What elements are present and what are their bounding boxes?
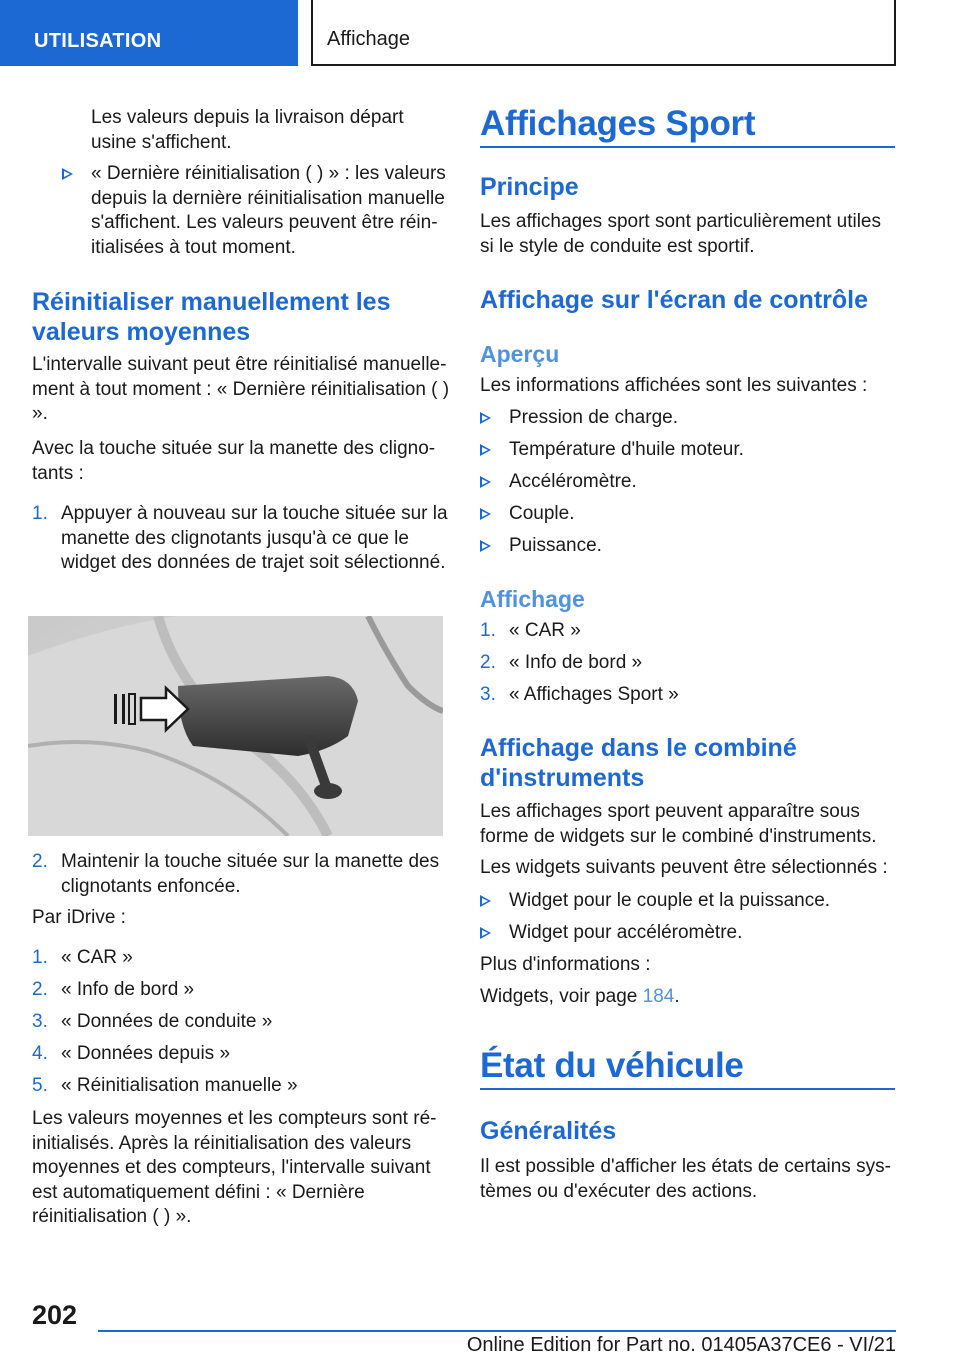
list-item: Widget pour le couple et la puissance. — [480, 889, 896, 914]
header-section-label: UTILISATION — [34, 30, 162, 52]
heading-principe: Principe — [480, 173, 579, 201]
affichage-step: 2. « Info de bord » — [480, 652, 643, 673]
bullet-triangle-icon — [62, 162, 73, 187]
bullet-triangle-icon — [480, 438, 491, 463]
heading-apercu: Aperçu — [480, 341, 560, 367]
step-1-left: 1. Appuyer à nouveau sur la touche située sur la manette des clignotants jusqu'à ce que le widget des données de trajet soit sélectionné. — [32, 503, 448, 573]
header-section-tab — [0, 0, 298, 66]
para-generalites: Il est possible d'afficher les états de certains systèmes ou d'exécuter des actions. — [480, 1156, 891, 1202]
para-interval: L'intervalle suivant peut être réinitialisé manuellement à tout moment : « Dernière réinitialisation ( ) ». — [32, 354, 450, 424]
bullet-triangle-icon — [480, 470, 491, 495]
list-item: Puissance. — [480, 534, 896, 559]
heading-reset-averages: Réinitialiser manuellement les valeurs moyennes — [32, 288, 391, 346]
list-item: Widget pour accéléromètre. — [480, 921, 896, 946]
header-chapter-box — [311, 0, 896, 66]
figure-turn-signal-stalk — [28, 616, 443, 836]
para-principe: Les affichages sport sont particulièrement utiles si le style de conduite est sportif. — [480, 211, 881, 257]
para-after-reset: Les valeurs moyennes et les compteurs sont réinitialisés. Après la réinitialisation des valeurs moyennes et des compteurs, l'intervalle suivant est automatiquement défini : « Dernière réinitialisation ( ) ». — [32, 1108, 437, 1227]
bullet-triangle-icon — [480, 406, 491, 431]
idrive-step: 4. « Données depuis » — [32, 1043, 231, 1064]
title-sport-displays: Affichages Sport — [480, 104, 756, 143]
list-item: Couple. — [480, 502, 896, 527]
bullet-triangle-icon — [480, 921, 491, 946]
para-widgets-ref: Widgets, voir page 184. — [480, 986, 680, 1007]
step-2-left: 2. Maintenir la touche située sur la manette des clignotants enfoncée. — [32, 851, 440, 897]
list-item: Température d'huile moteur. — [480, 438, 896, 463]
idrive-step: 2. « Info de bord » — [32, 979, 195, 1000]
para-button: Avec la touche située sur la manette des clignotants : — [32, 438, 436, 484]
turn-signal-stalk-illustration — [28, 616, 443, 836]
bullet-triangle-icon — [480, 889, 491, 914]
para-apercu: Les informations affichées sont les suivantes : — [480, 375, 868, 396]
affichage-step: 3. « Affichages Sport » — [480, 684, 679, 705]
footer-edition: Online Edition for Part no. 01405A37CE6 - VI/21 — [466, 1334, 896, 1356]
page-link-184[interactable]: 184 — [642, 986, 675, 1007]
title-rule — [480, 146, 895, 148]
heading-control-display: Affichage sur l'écran de contrôle — [480, 286, 868, 314]
intro-text: Les valeurs depuis la livraison départ usine s'affichent. — [91, 107, 404, 153]
header-chapter-label: Affichage — [327, 28, 411, 50]
heading-instrument-cluster: Affichage dans le combiné d'instruments — [480, 734, 797, 792]
step-number: 1. — [32, 503, 48, 524]
para-more-info: Plus d'informations : — [480, 954, 651, 975]
bullet-triangle-icon — [480, 502, 491, 527]
list-item: Accéléromètre. — [480, 470, 896, 495]
para-combine: Les affichages sport peuvent apparaître sous forme de widgets sur le combiné d'instruments. — [480, 801, 877, 847]
page-number: 202 — [32, 1300, 78, 1330]
footer-rule — [98, 1330, 896, 1332]
heading-generalites: Généralités — [480, 1117, 617, 1145]
bullet-last-reset: « Dernière réinitialisation ( ) » : les valeurs depuis la dernière réinitialisation manuelle s'affichent. Les valeurs peuvent être réinitialisées à tout moment. — [62, 162, 448, 260]
heading-affichage: Affichage — [480, 586, 585, 612]
para-idrive: Par iDrive : — [32, 907, 126, 928]
title-vehicle-status: État du véhicule — [480, 1046, 744, 1085]
idrive-step: 5. « Réinitialisation manuelle » — [32, 1075, 298, 1096]
list-item: Pression de charge. — [480, 406, 896, 431]
bullet-triangle-icon — [480, 534, 491, 559]
idrive-step: 3. « Données de conduite » — [32, 1011, 273, 1032]
title-rule — [480, 1088, 895, 1090]
affichage-step: 1. « CAR » — [480, 620, 581, 641]
step-number: 2. — [32, 851, 48, 872]
idrive-step: 1. « CAR » — [32, 947, 133, 968]
para-widgets: Les widgets suivants peuvent être sélectionnés : — [480, 857, 888, 878]
